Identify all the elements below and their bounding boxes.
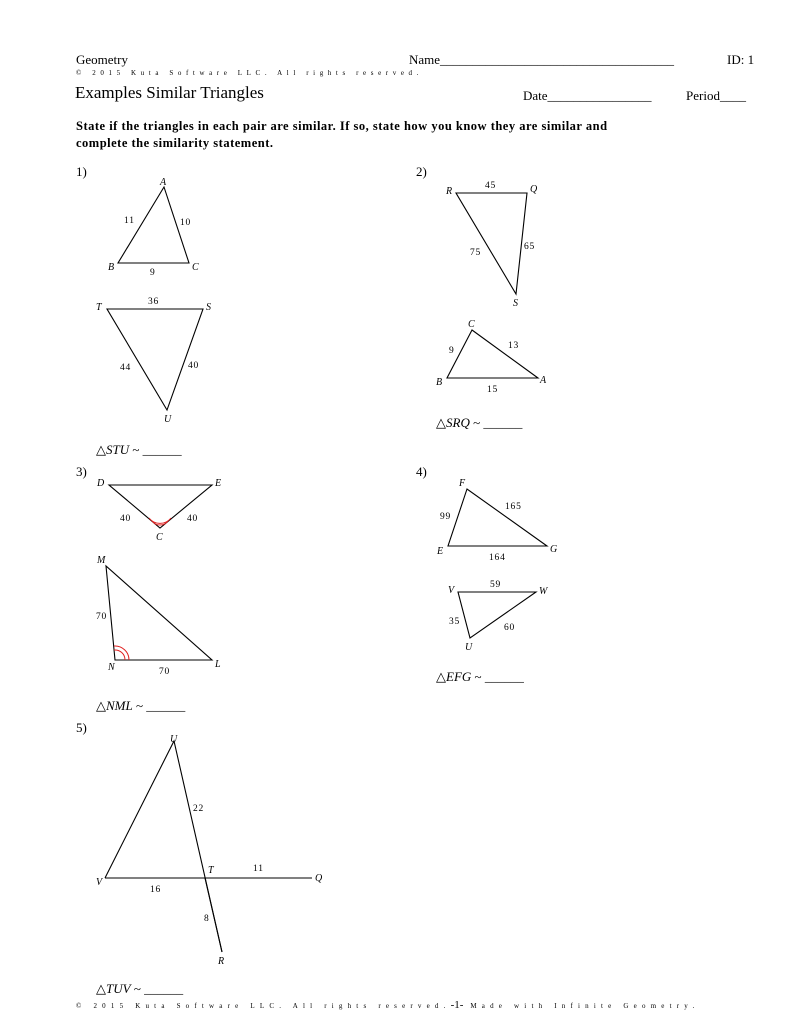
vertex-label: B [436,377,443,388]
worksheet-id: ID: 1 [727,52,755,67]
vertex-label: B [108,262,115,273]
triangle-tsu [107,309,203,410]
problem-4-number: 4) [416,464,427,479]
vertex-label: C [156,532,163,543]
triangle-cba [447,330,538,378]
problem-2-number: 2) [416,164,427,179]
footer [76,999,699,1011]
vertex-label: R [218,956,225,967]
worksheet-title: Examples Similar Triangles [75,83,264,102]
triangle-mnl [106,566,212,660]
statement-triangle-name: NML [106,698,133,713]
triangle-symbol: △ [96,698,106,713]
side-length-label: 70 [96,612,108,622]
side-length-label: 13 [508,341,520,351]
vertex-label: E [215,478,222,489]
problem-1-number: 1) [76,164,87,179]
triangle-symbol: △ [96,981,106,996]
side-length-label: 35 [449,617,461,627]
triangle-symbol: △ [436,415,446,430]
date-label: Date [523,88,548,103]
vertex-label: A [540,375,547,386]
footer-made-with: Made with Infinite Geometry. [470,1002,700,1010]
side-length-label: 8 [204,914,210,924]
triangle-symbol: △ [436,669,446,684]
vertex-label: W [539,586,548,597]
subject-label: Geometry [76,52,128,67]
vertex-label: D [97,478,105,489]
vertex-label: N [108,662,115,673]
vertex-label: Q [530,184,538,195]
statement-triangle-name: TUV [106,981,131,996]
vertex-label: A [160,177,167,188]
side-length-label: 9 [449,346,455,356]
side-length-label: 16 [150,885,162,895]
vertex-label: C [192,262,199,273]
vertex-label: G [550,544,558,555]
side-length-label: 165 [505,502,522,512]
statement-answer-blank: ~ ______ [130,981,184,996]
instructions-line-1: State if the triangles in each pair are similar. If so, state how you know they are similar and [76,119,608,133]
side-length-label: 164 [489,553,506,563]
side-length-label: 99 [440,512,452,522]
statement-answer-blank: ~ ______ [129,442,182,457]
vertex-label: R [446,186,453,197]
statement-triangle-name: EFG [446,669,472,684]
problem-5-number: 5) [76,720,87,735]
side-length-label: 40 [187,514,199,524]
vertex-label: T [96,302,102,313]
triangle-rqs [456,193,527,294]
statement-answer-blank: ~ ______ [469,415,523,430]
side-length-label: 60 [504,623,516,633]
vertex-label: F [459,478,466,489]
vertex-label: Q [315,873,323,884]
vertex-label: U [164,414,172,425]
vertex-label: M [97,555,106,566]
side-length-label: 70 [159,667,171,677]
copyright-notice: © 2015 Kuta Software LLC. All rights reserved. [76,69,423,77]
vertex-label: V [448,585,455,596]
vertex-label: C [468,319,475,330]
vertex-label: E [437,546,444,557]
side-length-label: 11 [253,864,264,874]
side-length-label: 59 [490,580,502,590]
vertex-label: S [206,302,211,313]
side-length-label: 40 [188,361,200,371]
statement-answer-blank: ~ ______ [132,698,186,713]
instructions-line-2: complete the similarity statement. [76,136,274,150]
period-label: Period [686,88,720,103]
statement-triangle-name: SRQ [446,415,470,430]
name-blank: ____________________________________ [440,52,675,67]
side-length-label: 45 [485,181,497,191]
footer-copyright: © 2015 Kuta Software LLC. All rights reserved. [76,1002,451,1010]
vertex-label: U [465,642,473,653]
page-number: -1- [450,999,464,1011]
side-length-label: 44 [120,363,132,373]
vertex-label: S [513,298,518,309]
vertex-label: L [215,659,221,670]
side-length-label: 9 [150,268,156,278]
side-length-label: 22 [193,804,205,814]
date-blank: ________________ [547,88,652,103]
side-length-label: 15 [487,385,499,395]
triangle-vwu [458,592,536,638]
angle-mark-n-inner [114,650,125,660]
side-length-label: 10 [180,218,192,228]
statement-triangle-name: STU [106,442,130,457]
problem-3-number: 3) [76,464,87,479]
side-length-label: 40 [120,514,132,524]
vertex-label: T [208,865,214,876]
period-blank: ____ [719,88,746,103]
side-length-label: 36 [148,297,160,307]
triangle-symbol: △ [96,442,106,457]
statement-answer-blank: ~ ______ [471,669,524,684]
angle-mark-c-outer [149,518,171,523]
vertex-label: U [170,734,178,745]
side-length-label: 75 [470,248,482,258]
triangle-feg [448,489,547,546]
name-label: Name [409,52,441,67]
vertex-label: V [96,877,103,888]
side-length-label: 11 [124,216,135,226]
side-length-label: 65 [524,242,536,252]
